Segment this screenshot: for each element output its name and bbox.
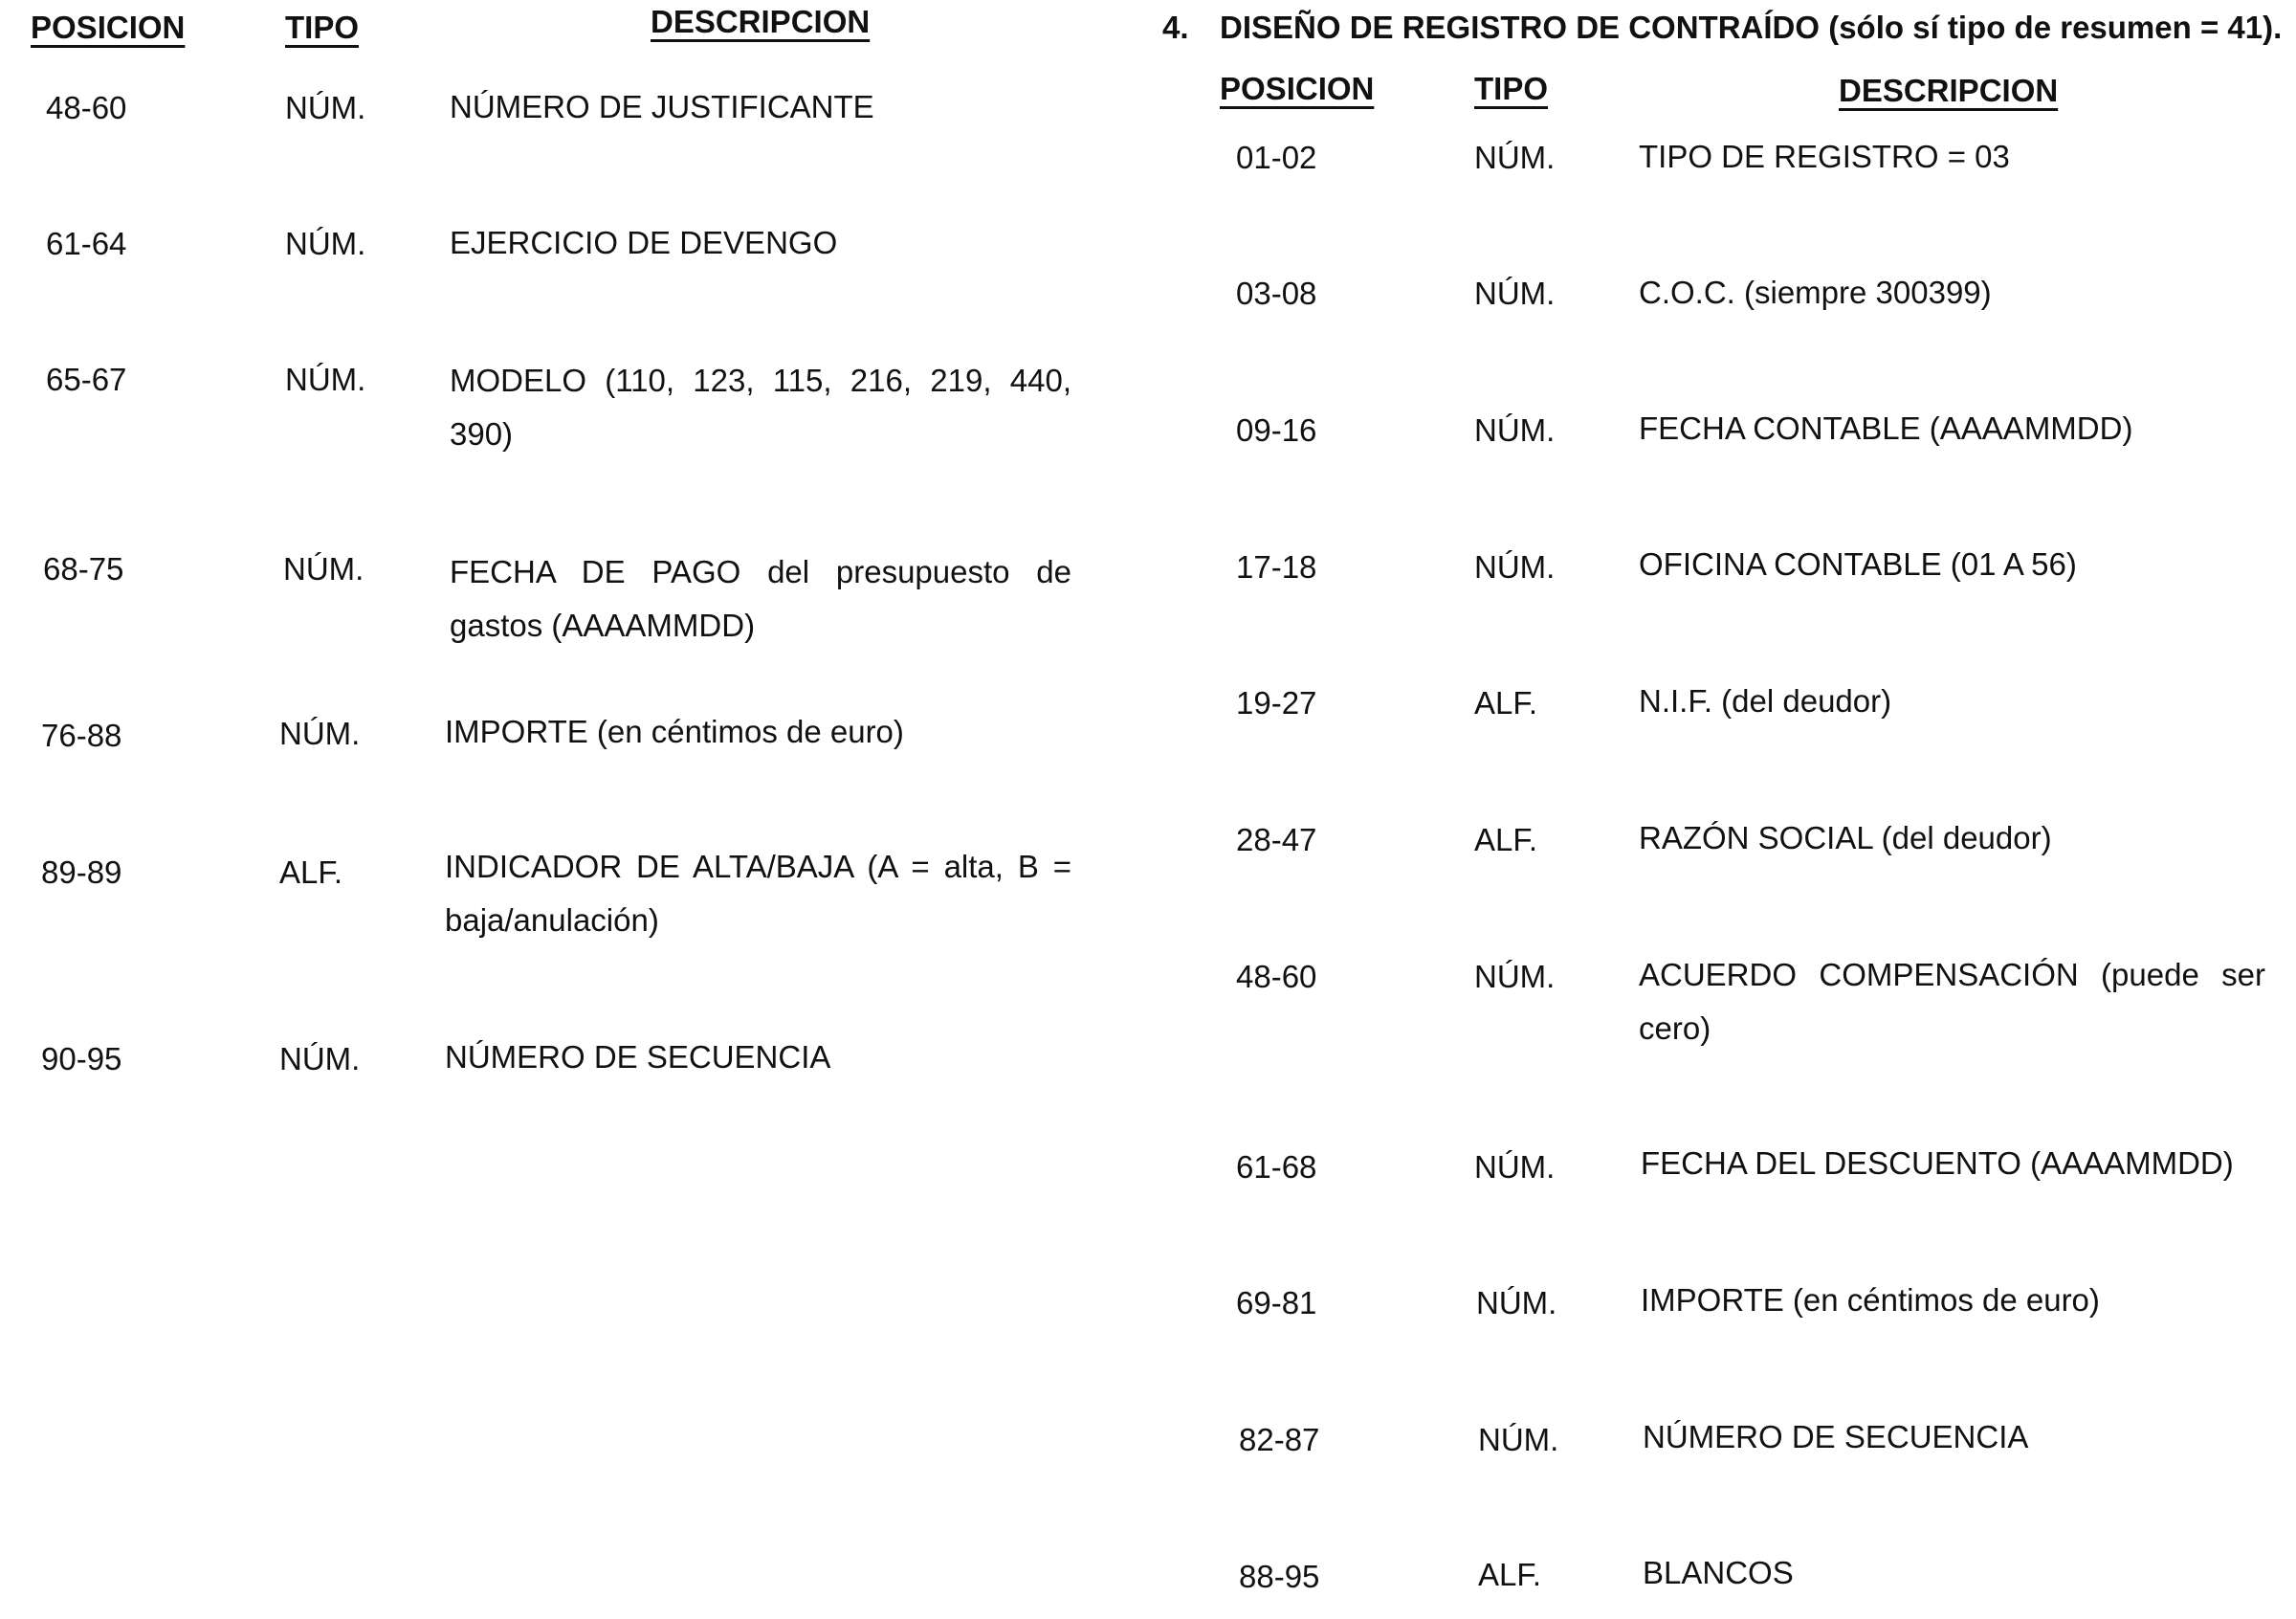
left-header-tipo: TIPO: [285, 10, 360, 45]
left-posicion: 76-88: [41, 718, 122, 753]
right-descripcion: N.I.F. (del deudor): [1639, 683, 1892, 719]
right-descripcion: TIPO DE REGISTRO = 03: [1639, 139, 2010, 174]
right-tipo: ALF.: [1474, 685, 1538, 721]
right-descripcion: FECHA DEL DESCUENTO (AAAAMMDD): [1641, 1145, 2234, 1181]
left-tipo: NÚM.: [279, 1041, 361, 1076]
left-descripcion: IMPORTE (en céntimos de euro): [445, 714, 904, 749]
left-descripcion: NÚMERO DE SECUENCIA: [445, 1039, 831, 1075]
left-posicion: 61-64: [46, 226, 127, 261]
left-descripcion: MODELO (110, 123, 115, 216, 219, 440, 390): [450, 363, 1071, 452]
left-descripcion: INDICADOR DE ALTA/BAJA (A = alta, B = baja/anulación): [445, 849, 1071, 938]
right-posicion: 01-02: [1236, 140, 1317, 175]
right-tipo: NÚM.: [1474, 549, 1556, 585]
left-tipo: NÚM.: [283, 551, 364, 587]
section-number: 4.: [1162, 10, 1189, 45]
right-tipo: NÚM.: [1474, 140, 1556, 175]
left-tipo: NÚM.: [285, 90, 366, 125]
section-title: DISEÑO DE REGISTRO DE CONTRAÍDO (sólo sí tipo de resumen = 41).: [1220, 10, 2283, 45]
left-header-descripcion: DESCRIPCION: [651, 4, 871, 39]
left-posicion: 48-60: [46, 90, 127, 125]
right-posicion: 17-18: [1236, 549, 1317, 585]
right-posicion: 03-08: [1236, 276, 1317, 311]
right-descripcion: RAZÓN SOCIAL (del deudor): [1639, 820, 2052, 855]
right-posicion: 69-81: [1236, 1285, 1317, 1320]
left-descripcion: FECHA DE PAGO del presupuesto de gastos (AAAAMMDD): [450, 554, 1071, 643]
right-descripcion: FECHA CONTABLE (AAAAMMDD): [1639, 410, 2133, 446]
right-descripcion: OFICINA CONTABLE (01 A 56): [1639, 546, 2077, 582]
left-descripcion: EJERCICIO DE DEVENGO: [450, 225, 838, 260]
right-tipo: NÚM.: [1474, 959, 1556, 994]
right-tipo: ALF.: [1478, 1557, 1542, 1592]
right-header-tipo: TIPO: [1474, 71, 1549, 106]
left-tipo: NÚM.: [285, 226, 366, 261]
left-posicion: 90-95: [41, 1041, 122, 1076]
left-posicion: 65-67: [46, 362, 127, 397]
left-posicion: 89-89: [41, 854, 122, 890]
right-tipo: NÚM.: [1474, 1149, 1556, 1185]
right-posicion: 61-68: [1236, 1149, 1317, 1185]
right-posicion: 19-27: [1236, 685, 1317, 721]
right-tipo: NÚM.: [1478, 1422, 1559, 1457]
right-descripcion: C.O.C. (siempre 300399): [1639, 275, 1992, 310]
right-posicion: 88-95: [1239, 1559, 1320, 1594]
right-posicion: 28-47: [1236, 822, 1317, 857]
right-tipo: ALF.: [1474, 822, 1538, 857]
right-posicion: 48-60: [1236, 959, 1317, 994]
left-tipo: ALF.: [279, 854, 343, 890]
right-tipo: NÚM.: [1474, 412, 1556, 448]
right-descripcion: NÚMERO DE SECUENCIA: [1643, 1419, 2029, 1454]
left-tipo: NÚM.: [279, 716, 361, 751]
right-tipo: NÚM.: [1474, 276, 1556, 311]
right-descripcion: BLANCOS: [1643, 1555, 1794, 1590]
left-descripcion: NÚMERO DE JUSTIFICANTE: [450, 89, 874, 124]
right-descripcion: IMPORTE (en céntimos de euro): [1641, 1282, 2100, 1318]
right-header-posicion: POSICION: [1220, 71, 1375, 106]
left-posicion: 68-75: [43, 551, 124, 587]
left-header-posicion: POSICION: [31, 10, 186, 45]
left-tipo: NÚM.: [285, 362, 366, 397]
right-tipo: NÚM.: [1476, 1285, 1557, 1320]
right-header-descripcion: DESCRIPCION: [1839, 73, 2059, 108]
right-posicion: 09-16: [1236, 412, 1317, 448]
right-posicion: 82-87: [1239, 1422, 1320, 1457]
right-descripcion: ACUERDO COMPENSACIÓN (puede ser cero): [1639, 957, 2265, 1046]
